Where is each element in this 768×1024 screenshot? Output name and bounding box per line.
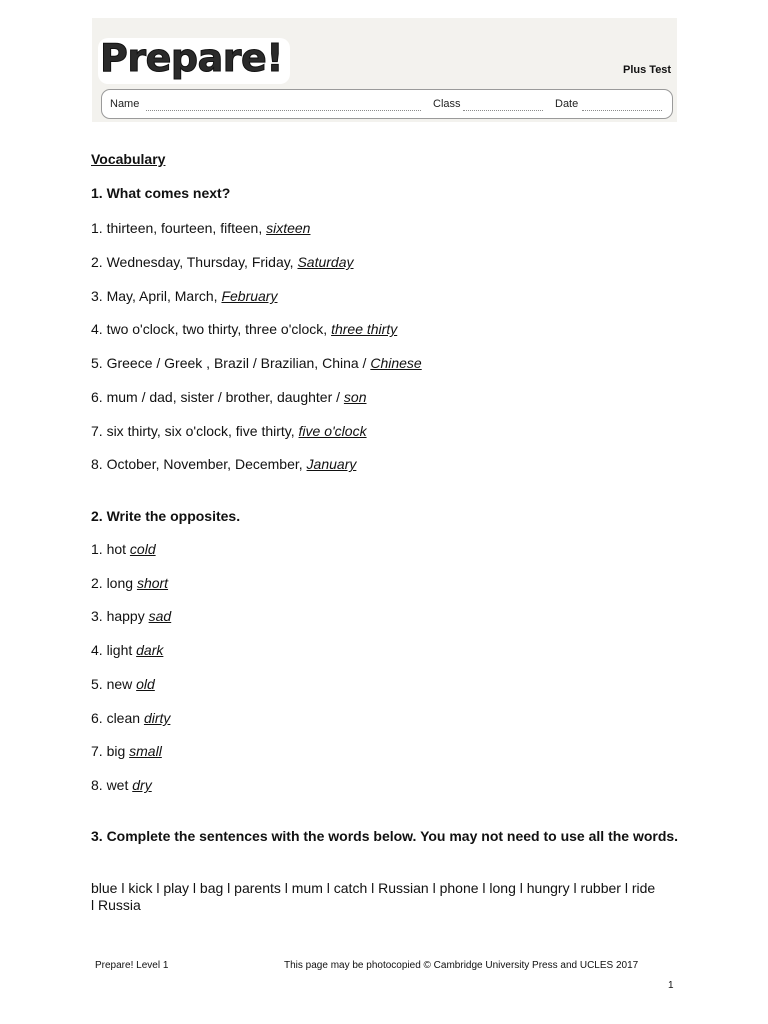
footer-level: Prepare! Level 1 — [95, 960, 169, 971]
q2-item: 6. clean dirty — [91, 710, 171, 726]
footer-copyright: This page may be photocopied © Cambridge University Press and UCLES 2017 — [284, 960, 639, 971]
question-2-heading: 2. Write the opposites. — [91, 508, 241, 524]
q2-item: 2. long short — [91, 575, 169, 591]
q1-answer: January — [306, 456, 357, 472]
q2-item: 7. big small — [91, 743, 162, 759]
q1-answer: five o'clock — [298, 423, 367, 439]
word-bank: blue l kick l play l bag l parents l mum l catch l Russian l phone l long l hungry l rubber l ride l Russia — [91, 880, 656, 913]
q1-item: 4. two o'clock, two thirty, three o'clock, three thirty — [91, 321, 398, 337]
q2-answer: dirty — [143, 710, 171, 726]
date-field[interactable] — [582, 110, 662, 111]
q1-item: 2. Wednesday, Thursday, Friday, Saturday — [91, 254, 354, 270]
q1-item: 5. Greece / Greek , Brazil / Brazilian, China / Chinese — [91, 355, 422, 371]
q2-item: 1. hot cold — [91, 541, 156, 557]
section-title: Vocabulary — [91, 151, 166, 167]
q1-item: 6. mum / dad, sister / brother, daughter / son — [91, 389, 367, 405]
q2-answer: small — [129, 743, 162, 759]
q1-answer: sixteen — [266, 220, 311, 236]
page-number: 1 — [668, 980, 674, 991]
q2-answer: sad — [148, 608, 172, 624]
q2-item: 3. happy sad — [91, 608, 172, 624]
q2-item: 8. wet dry — [91, 777, 152, 793]
q1-answer: February — [221, 288, 278, 304]
plus-test-label: Plus Test — [623, 64, 672, 76]
name-class-date-box — [101, 89, 673, 119]
q2-answer: short — [136, 575, 169, 591]
class-label: Class — [433, 98, 461, 110]
q2-answer: dry — [132, 777, 152, 793]
q1-item: 7. six thirty, six o'clock, five thirty, five o'clock — [91, 423, 367, 439]
q1-item: 1. thirteen, fourteen, fifteen, sixteen — [91, 220, 311, 236]
question-1-heading: 1. What comes next? — [91, 185, 231, 201]
q1-answer: Saturday — [297, 254, 354, 270]
question-3-heading: 3. Complete the sentences with the words below. You may not need to use all the words. — [91, 828, 679, 844]
q1-answer: Chinese — [370, 355, 422, 371]
q2-item: 4. light dark — [91, 642, 164, 658]
class-field[interactable] — [463, 110, 543, 111]
q1-answer: son — [343, 389, 367, 405]
q2-answer: dark — [136, 642, 164, 658]
q1-item: 8. October, November, December, January — [91, 456, 357, 472]
q2-item: 5. new old — [91, 676, 155, 692]
q2-answer: cold — [129, 541, 156, 557]
prepare-logo: Prepare! — [100, 36, 284, 80]
name-label: Name — [110, 98, 140, 110]
q2-answer: old — [136, 676, 155, 692]
q1-item: 3. May, April, March, February — [91, 288, 278, 304]
date-label: Date — [555, 98, 579, 110]
name-field[interactable] — [146, 110, 421, 111]
q1-answer: three thirty — [331, 321, 398, 337]
